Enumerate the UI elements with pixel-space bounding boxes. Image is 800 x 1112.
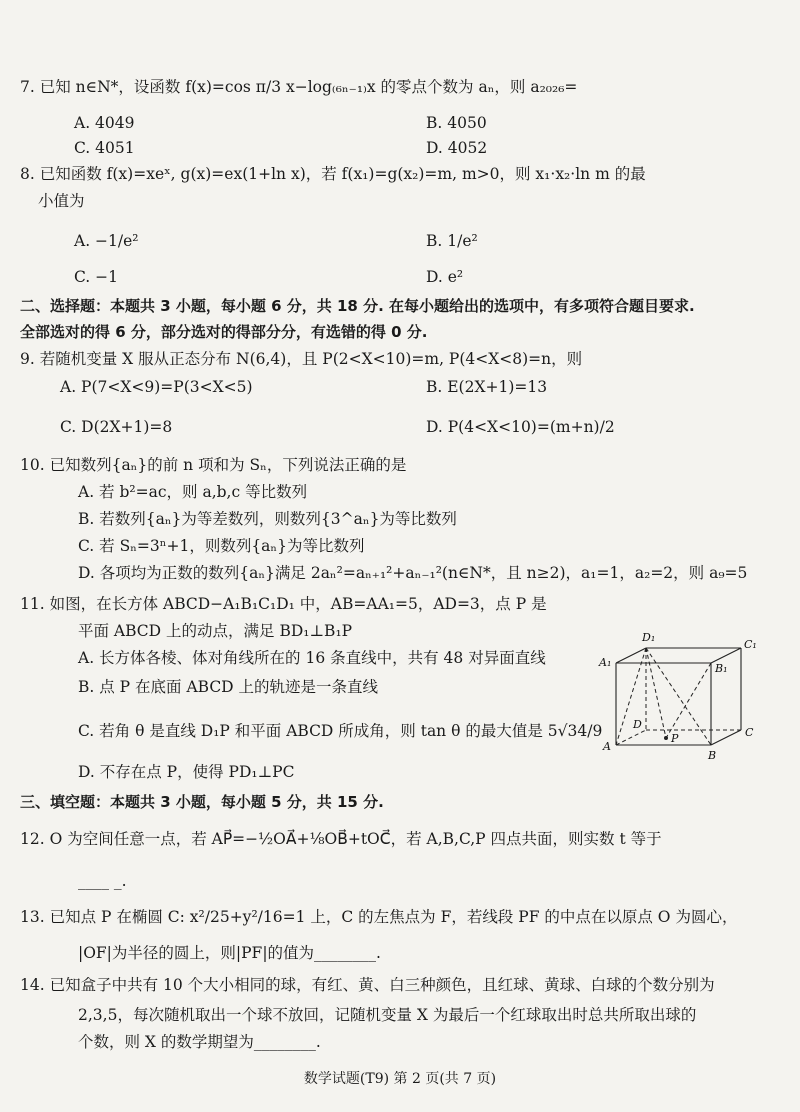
q12-answer-blank[interactable]: ____ _. — [78, 872, 127, 890]
q11-option-b: B. 点 P 在底面 ABCD 上的轨迹是一条直线 — [78, 678, 379, 696]
point-p — [664, 736, 668, 740]
q13-stem-line2: |OF|为半径的圆上，则|PF|的值为________. — [78, 944, 381, 962]
q11-stem-line2: 平面 ABCD 上的动点，满足 BD₁⊥B₁P — [78, 622, 353, 640]
q12-stem: 12. O 为空间任意一点，若 AP⃗=−½OA⃗+⅛OB⃗+tOC⃗，若 A,B,C,P 四点共面，则实数 t 等于 — [20, 830, 662, 848]
q14-stem-line2: 2,3,5，每次随机取出一个球不放回，记随机变量 X 为最后一个红球取出时总共所取出球的 — [78, 1006, 697, 1024]
q11-option-d: D. 不存在点 P，使得 PD₁⊥PC — [78, 763, 295, 781]
edge-bc — [711, 730, 741, 745]
label-c: C — [745, 726, 754, 739]
q10-option-b: B. 若数列{aₙ}为等差数列，则数列{3^aₙ}为等比数列 — [78, 510, 457, 528]
label-a: A — [603, 740, 611, 753]
label-d: D — [633, 718, 642, 731]
label-b1: B₁ — [715, 662, 728, 675]
page-footer: 数学试题(T9) 第 2 页(共 7 页) — [303, 1071, 497, 1087]
q13-stem-line1: 13. 已知点 P 在椭圆 C: x²/25+y²/16=1 上，C 的左焦点为 F，若线段 PF 的中点在以原点 O 为圆心， — [20, 908, 738, 926]
section2-heading-line1: 二、选择题：本题共 3 小题，每小题 6 分，共 18 分. 在每小题给出的选项中，有多项符合题目要求. — [20, 297, 695, 315]
q10-option-d: D. 各项均为正数的数列{aₙ}满足 2aₙ²=aₙ₊₁²+aₙ₋₁²(n∈N*，且 n≥2)，a₁=1，a₂=2，则 a₉=5 — [78, 564, 748, 582]
q7-option-c: C. 4051 — [74, 139, 135, 157]
q9-option-d: D. P(4<X<10)=(m+n)/2 — [426, 418, 615, 436]
segment-b1p — [666, 663, 711, 738]
q7-option-d: D. 4052 — [426, 139, 488, 157]
q8-option-d: D. e² — [426, 268, 464, 286]
q11-option-a: A. 长方体各棱、体对角线所在的 16 条直线中，共有 48 对异面直线 — [78, 649, 546, 667]
q7-option-a: A. 4049 — [74, 114, 135, 132]
q11-cuboid-figure — [596, 628, 766, 768]
edge-b1c1 — [711, 648, 741, 663]
q7-stem: 7. 已知 n∈N*，设函数 f(x)=cos π/3 x−log₍₆ₙ₋₁₎x 的零点个数为 aₙ，则 a₂₀₂₆= — [20, 78, 578, 96]
q7-option-b: B. 4050 — [426, 114, 487, 132]
q8-stem-line2: 小值为 — [38, 192, 85, 210]
edge-ad-hidden — [616, 730, 646, 745]
q14-stem-line3: 个数，则 X 的数学期望为________. — [78, 1033, 321, 1051]
q11-option-c: C. 若角 θ 是直线 D₁P 和平面 ABCD 所成角，则 tan θ 的最大值是 5√34/9 — [78, 722, 603, 740]
q11-stem-line1: 11. 如图，在长方体 ABCD−A₁B₁C₁D₁ 中，AB=AA₁=5，AD=3，点 P 是 — [20, 595, 547, 613]
label-b: B — [708, 749, 717, 762]
q10-option-c: C. 若 Sₙ=3ⁿ+1，则数列{aₙ}为等比数列 — [78, 537, 365, 555]
q14-stem-line1: 14. 已知盒子中共有 10 个大小相同的球，有红、黄、白三种颜色，且红球、黄球、白球的个数分别为 — [20, 976, 715, 994]
edge-a1d1 — [616, 648, 646, 663]
label-a1: A₁ — [599, 656, 612, 669]
label-c1: C₁ — [744, 638, 757, 651]
label-p: P — [671, 732, 679, 745]
section2-heading-line2: 全部选对的得 6 分，部分选对的得部分分，有选错的得 0 分. — [20, 323, 428, 341]
q8-option-c: C. −1 — [74, 268, 119, 286]
q9-option-c: C. D(2X+1)=8 — [60, 418, 173, 436]
q10-stem: 10. 已知数列{aₙ}的前 n 项和为 Sₙ，下列说法正确的是 — [20, 456, 407, 474]
q9-option-b: B. E(2X+1)=13 — [426, 378, 548, 396]
segment-d1p — [646, 648, 666, 738]
q9-stem: 9. 若随机变量 X 服从正态分布 N(6,4)，且 P(2<X<10)=m, P(4<X<8)=n，则 — [20, 350, 583, 368]
q8-option-a: A. −1/e² — [74, 232, 139, 250]
section3-heading: 三、填空题：本题共 3 小题，每小题 5 分，共 15 分. — [20, 793, 384, 811]
q10-option-a: A. 若 b²=ac，则 a,b,c 等比数列 — [78, 483, 308, 501]
label-d1: D₁ — [642, 631, 656, 644]
q9-option-a: A. P(7<X<9)=P(3<X<5) — [60, 378, 253, 396]
q8-option-b: B. 1/e² — [426, 232, 478, 250]
q8-stem-line1: 8. 已知函数 f(x)=xeˣ, g(x)=ex(1+ln x)，若 f(x₁)=g(x₂)=m, m>0，则 x₁·x₂·ln m 的最 — [20, 165, 646, 183]
